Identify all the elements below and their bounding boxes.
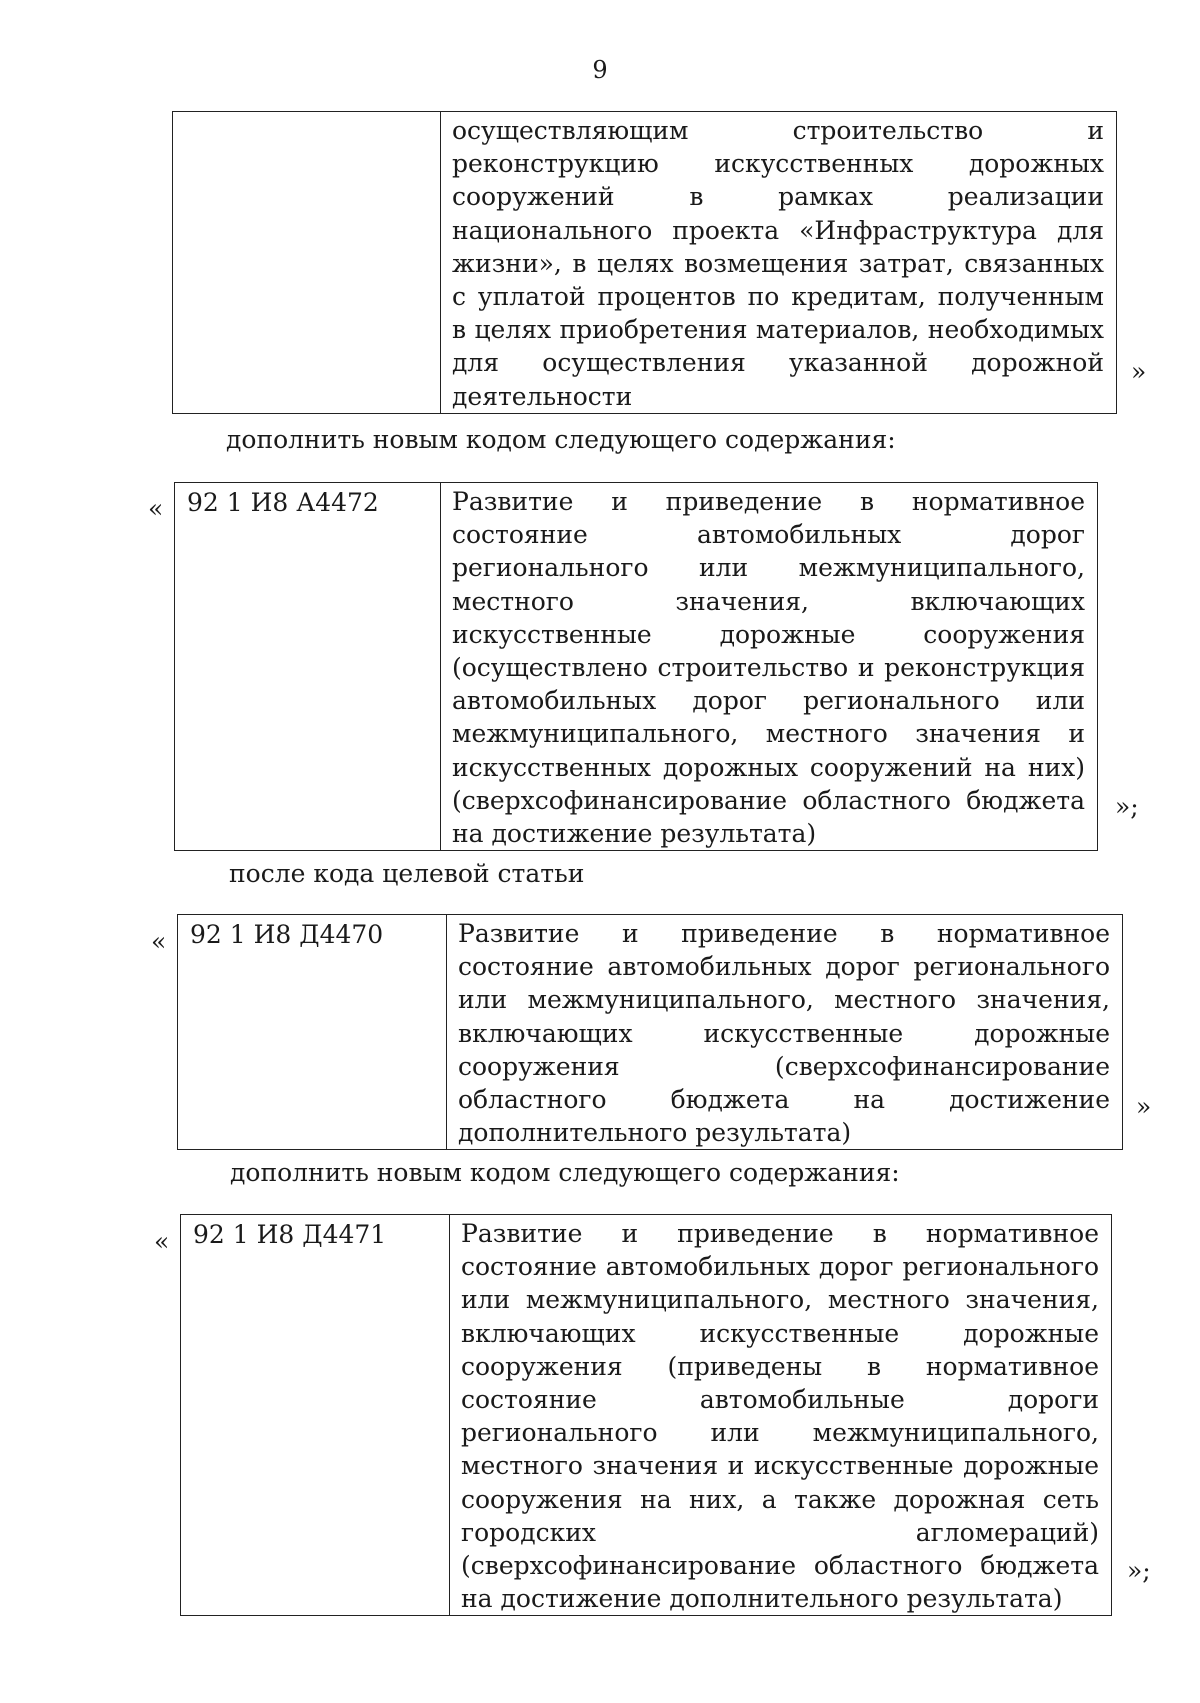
- code-cell: 92 1 И8 Д4470: [178, 915, 447, 1150]
- target-article-table-a4472: [174, 482, 1098, 851]
- target-article-table-d4471: [180, 1214, 1112, 1616]
- closing-quote: »: [1136, 1092, 1152, 1121]
- description-cell: Развитие и приведение в нормативное состояние автомобильных дорог регионального или межмуниципального, местного значения, включающих искусственные дорожные сооружения (осуществлено строительство и реконструкция автомобильных дорог регионального или межмуниципального, местного значения и искусственных дорожных сооружений на них) (сверхсофинансирование областного бюджета на достижение результата): [441, 483, 1098, 851]
- opening-quote: «: [148, 494, 164, 523]
- paragraph-add-new-code: дополнить новым кодом следующего содержания:: [226, 425, 896, 454]
- code-cell: 92 1 И8 А4472: [175, 483, 441, 851]
- opening-quote: «: [154, 1227, 170, 1256]
- description-cell: осуществляющим строительство и реконструкцию искусственных дорожных сооружений в рамках реализации национального проекта «Инфраструктура для жизни», в целях возмещения затрат, связанных с уплатой процентов по кредитам, полученным в целях приобретения материалов, необходимых для осуществления указанной дорожной деятельности: [441, 112, 1117, 414]
- code-cell: 92 1 И8 Д4471: [181, 1215, 450, 1616]
- closing-quote: »;: [1115, 792, 1139, 821]
- closing-quote: »;: [1127, 1556, 1151, 1585]
- paragraph-add-new-code-2: дополнить новым кодом следующего содержания:: [230, 1158, 900, 1187]
- page-number: 9: [592, 56, 608, 84]
- code-cell: [173, 112, 441, 414]
- target-article-table-continuation: [172, 111, 1117, 414]
- target-article-table-d4470: [177, 914, 1123, 1150]
- description-cell: Развитие и приведение в нормативное состояние автомобильных дорог регионального или межмуниципального, местного значения, включающих искусственные дорожные сооружения (приведены в нормативное состояние автомобильные дороги регионального или межмуниципального, местного значения и искусственные дорожные сооружения на них, а также дорожная сеть городских агломераций) (сверхсофинансирование областного бюджета на достижение дополнительного результата): [450, 1215, 1112, 1616]
- closing-quote: »: [1131, 357, 1147, 386]
- description-cell: Развитие и приведение в нормативное состояние автомобильных дорог регионального или межмуниципального, местного значения, включающих искусственные дорожные сооружения (сверхсофинансирование областного бюджета на достижение дополнительного результата): [447, 915, 1123, 1150]
- paragraph-after-code: после кода целевой статьи: [229, 859, 585, 888]
- opening-quote: «: [151, 927, 167, 956]
